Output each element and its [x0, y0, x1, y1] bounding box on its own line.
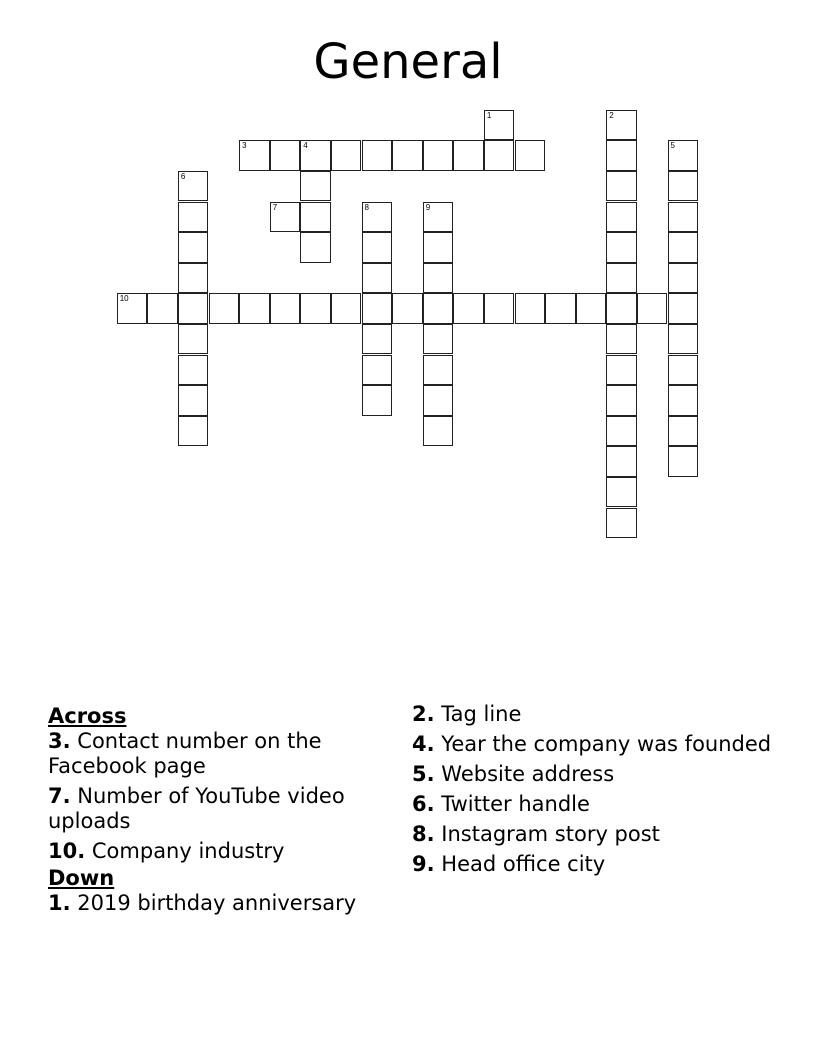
grid-cell[interactable] [117, 293, 148, 324]
grid-cell[interactable] [453, 140, 484, 171]
clue-text: 2019 birthday anniversary [77, 891, 357, 915]
clue-down-8 [412, 822, 772, 847]
grid-cell[interactable] [606, 416, 637, 447]
cell-number: 7 [272, 202, 278, 212]
grid-cell[interactable] [453, 293, 484, 324]
grid-cell[interactable] [668, 355, 699, 386]
grid-cell[interactable] [576, 293, 607, 324]
grid-cell[interactable] [270, 293, 301, 324]
grid-cell[interactable] [606, 324, 637, 355]
grid-cell[interactable] [300, 140, 331, 171]
clue-text: Tag line [441, 702, 522, 726]
grid-cell[interactable] [178, 416, 209, 447]
grid-cell[interactable] [209, 293, 240, 324]
grid-cell[interactable] [392, 140, 423, 171]
grid-cell[interactable] [668, 446, 699, 477]
grid-cell[interactable] [668, 140, 699, 171]
grid-cell[interactable] [668, 202, 699, 233]
clues-left-column [48, 702, 408, 921]
clue-text: Year the company was founded [441, 732, 772, 756]
cell-number: 9 [425, 202, 431, 212]
grid-cell[interactable] [637, 293, 668, 324]
grid-cell[interactable] [484, 110, 515, 141]
grid-cell[interactable] [362, 202, 393, 233]
grid-cell[interactable] [147, 293, 178, 324]
clue-down-2 [412, 702, 772, 727]
grid-cell[interactable] [178, 355, 209, 386]
clue-down-5 [412, 762, 772, 787]
grid-cell[interactable] [270, 140, 301, 171]
grid-cell[interactable] [423, 293, 454, 324]
grid-cell[interactable] [606, 477, 637, 508]
grid-cell[interactable] [515, 140, 546, 171]
clues-right-column [412, 702, 772, 882]
grid-cell[interactable] [331, 293, 362, 324]
grid-cell[interactable] [668, 324, 699, 355]
grid-cell[interactable] [300, 232, 331, 263]
grid-cell[interactable] [668, 293, 699, 324]
grid-cell[interactable] [606, 202, 637, 233]
cell-number: 3 [242, 141, 247, 151]
grid-cell[interactable] [606, 355, 637, 386]
down-heading: Down [48, 866, 115, 890]
grid-cell[interactable] [606, 446, 637, 477]
grid-cell[interactable] [362, 385, 393, 416]
clue-text: Twitter handle [441, 792, 590, 816]
grid-cell[interactable] [178, 232, 209, 263]
grid-cell[interactable] [515, 293, 546, 324]
grid-cell[interactable] [178, 171, 209, 202]
grid-cell[interactable] [300, 293, 331, 324]
clue-text: Head office city [441, 852, 606, 876]
grid-cell[interactable] [300, 171, 331, 202]
grid-cell[interactable] [668, 385, 699, 416]
grid-cell[interactable] [392, 293, 423, 324]
grid-cell[interactable] [178, 202, 209, 233]
grid-cell[interactable] [362, 355, 393, 386]
clue-text: Website address [441, 762, 615, 786]
grid-cell[interactable] [178, 263, 209, 294]
clue-text: Contact number on the Facebook page [48, 729, 322, 778]
grid-cell[interactable] [606, 140, 637, 171]
clue-text: Number of YouTube video uploads [48, 784, 345, 833]
grid-cell[interactable] [362, 140, 393, 171]
grid-cell[interactable] [606, 293, 637, 324]
grid-cell[interactable] [423, 140, 454, 171]
across-heading: Across [48, 704, 127, 728]
clue-number: 5. [412, 762, 435, 786]
clue-number: 10. [48, 839, 86, 863]
grid-cell[interactable] [423, 355, 454, 386]
grid-cell[interactable] [668, 263, 699, 294]
cell-number: 8 [364, 202, 369, 212]
clue-text: Company industry [91, 839, 285, 863]
grid-cell[interactable] [178, 324, 209, 355]
clue-down-9 [412, 852, 772, 877]
grid-cell[interactable] [668, 171, 699, 202]
grid-cell[interactable] [178, 385, 209, 416]
cell-number: 6 [180, 171, 186, 181]
grid-cell[interactable] [270, 202, 301, 233]
clue-number: 3. [48, 729, 71, 753]
clue-number: 9. [412, 852, 435, 876]
clue-number: 6. [412, 792, 435, 816]
cell-number: 1 [486, 110, 492, 120]
cell-number: 4 [303, 141, 308, 151]
grid-cell[interactable] [606, 385, 637, 416]
clue-across-7 [48, 784, 408, 834]
grid-cell[interactable] [668, 416, 699, 447]
grid-cell[interactable] [545, 293, 576, 324]
grid-cell[interactable] [331, 140, 362, 171]
clue-across-3 [48, 729, 408, 779]
grid-cell[interactable] [423, 232, 454, 263]
clue-number: 4. [412, 732, 435, 756]
grid-cell[interactable] [178, 293, 209, 324]
grid-cell[interactable] [239, 293, 270, 324]
grid-cell[interactable] [606, 508, 637, 539]
grid-cell[interactable] [423, 263, 454, 294]
grid-cell[interactable] [484, 140, 515, 171]
grid-cell[interactable] [606, 263, 637, 294]
clue-number: 7. [48, 784, 71, 808]
grid-cell[interactable] [668, 232, 699, 263]
grid-cell[interactable] [362, 263, 393, 294]
clue-down-6 [412, 792, 772, 817]
clue-number: 1. [48, 891, 71, 915]
cell-number: 10 [119, 294, 129, 304]
grid-cell[interactable] [423, 416, 454, 447]
clue-down-1 [48, 891, 408, 916]
grid-cell[interactable] [606, 110, 637, 141]
grid-cell[interactable] [362, 324, 393, 355]
clue-number: 8. [412, 822, 435, 846]
clue-number: 2. [412, 702, 435, 726]
grid-cell[interactable] [239, 140, 270, 171]
grid-cell[interactable] [362, 293, 393, 324]
clue-text: Instagram story post [441, 822, 660, 846]
grid-cell[interactable] [606, 232, 637, 263]
grid-cell[interactable] [362, 232, 393, 263]
clue-across-10 [48, 839, 408, 864]
grid-cell[interactable] [423, 385, 454, 416]
grid-cell[interactable] [606, 171, 637, 202]
grid-cell[interactable] [300, 202, 331, 233]
clue-down-4 [412, 732, 772, 757]
puzzle-title: General [313, 34, 503, 90]
cell-number: 5 [670, 141, 675, 151]
grid-cell[interactable] [423, 324, 454, 355]
grid-cell[interactable] [484, 293, 515, 324]
grid-cell[interactable] [423, 202, 454, 233]
cell-number: 2 [609, 110, 614, 120]
